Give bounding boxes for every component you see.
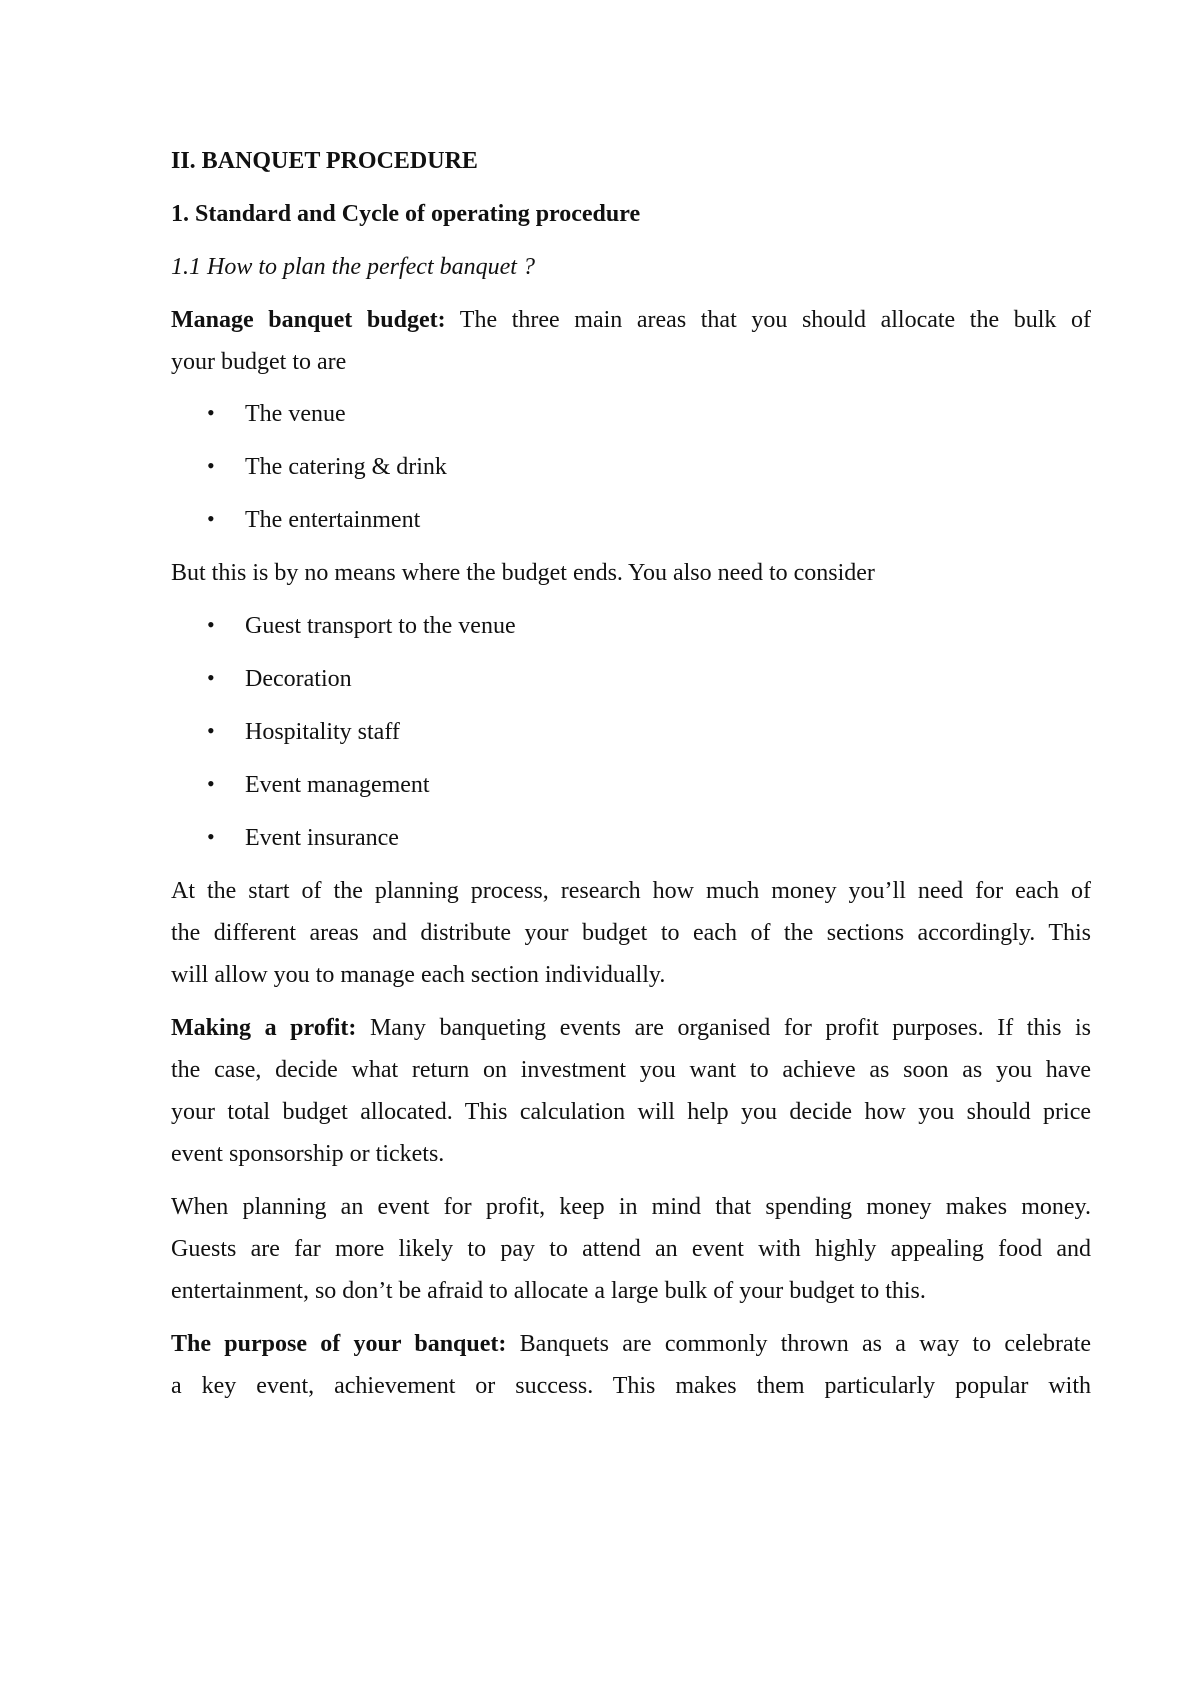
consider-intro: But this is by no means where the budget ends. You also need to consider	[171, 560, 875, 586]
list-item-text: Guest transport to the venue	[245, 613, 516, 639]
purpose-paragraph-line-1	[171, 1331, 1091, 1358]
budget-label: Manage banquet budget:	[171, 307, 446, 333]
profit-paragraph-line-1	[171, 1015, 1091, 1042]
profit-text: Many banqueting events are organised for profit purposes. If this is	[369, 1015, 1091, 1041]
bullet-icon: •	[207, 771, 215, 796]
planning-paragraph-line-1: At the start of the planning process, research how much money you’ll need for each of	[171, 878, 1091, 904]
purpose-text: Banquets are commonly thrown as a way to celebrate	[519, 1331, 1092, 1357]
bullet-icon: •	[207, 824, 215, 849]
budget-paragraph-line-1	[171, 307, 1091, 334]
bullet-icon: •	[207, 506, 215, 531]
subsection-heading: 1. Standard and Cycle of operating procedure	[171, 201, 641, 227]
planning-paragraph-line-2: the different areas and distribute your budget to each of the sections accordingly. This	[171, 920, 1091, 946]
subsubsection-heading: 1.1 How to plan the perfect banquet ?	[171, 254, 535, 280]
bullet-icon: •	[207, 665, 215, 690]
profit-label: Making a profit:	[171, 1015, 357, 1041]
budget-intro-text: The three main areas that you should allocate the bulk of	[459, 307, 1091, 333]
list-item-text: Decoration	[245, 666, 352, 692]
list-item-text: The entertainment	[245, 507, 421, 533]
budget-paragraph-line-2: your budget to are	[171, 349, 347, 375]
bullet-icon: •	[207, 718, 215, 743]
list-item-text: Hospitality staff	[245, 719, 400, 745]
list-item-text: The catering & drink	[245, 454, 447, 480]
bullet-icon: •	[207, 612, 215, 637]
profit-second-paragraph-line-3: entertainment, so don’t be afraid to allocate a large bulk of your budget to this.	[171, 1278, 926, 1304]
purpose-label: The purpose of your banquet:	[171, 1331, 507, 1357]
list-item-text: Event management	[245, 772, 430, 798]
list-item-text: The venue	[245, 401, 346, 427]
profit-second-paragraph-line-2: Guests are far more likely to pay to attend an event with highly appealing food and	[171, 1236, 1091, 1262]
profit-paragraph-line-4: event sponsorship or tickets.	[171, 1141, 445, 1167]
purpose-paragraph-line-2: a key event, achievement or success. This makes them particularly popular with	[171, 1373, 1091, 1399]
profit-paragraph-line-3: your total budget allocated. This calculation will help you decide how you should price	[171, 1099, 1091, 1125]
profit-second-paragraph-line-1: When planning an event for profit, keep in mind that spending money makes money.	[171, 1194, 1091, 1220]
planning-paragraph-line-3: will allow you to manage each section individually.	[171, 962, 666, 988]
bullet-icon: •	[207, 400, 215, 425]
section-heading: II. BANQUET PROCEDURE	[171, 148, 478, 174]
profit-paragraph-line-2: the case, decide what return on investment you want to achieve as soon as you have	[171, 1057, 1091, 1083]
bullet-icon: •	[207, 453, 215, 478]
list-item-text: Event insurance	[245, 825, 399, 851]
